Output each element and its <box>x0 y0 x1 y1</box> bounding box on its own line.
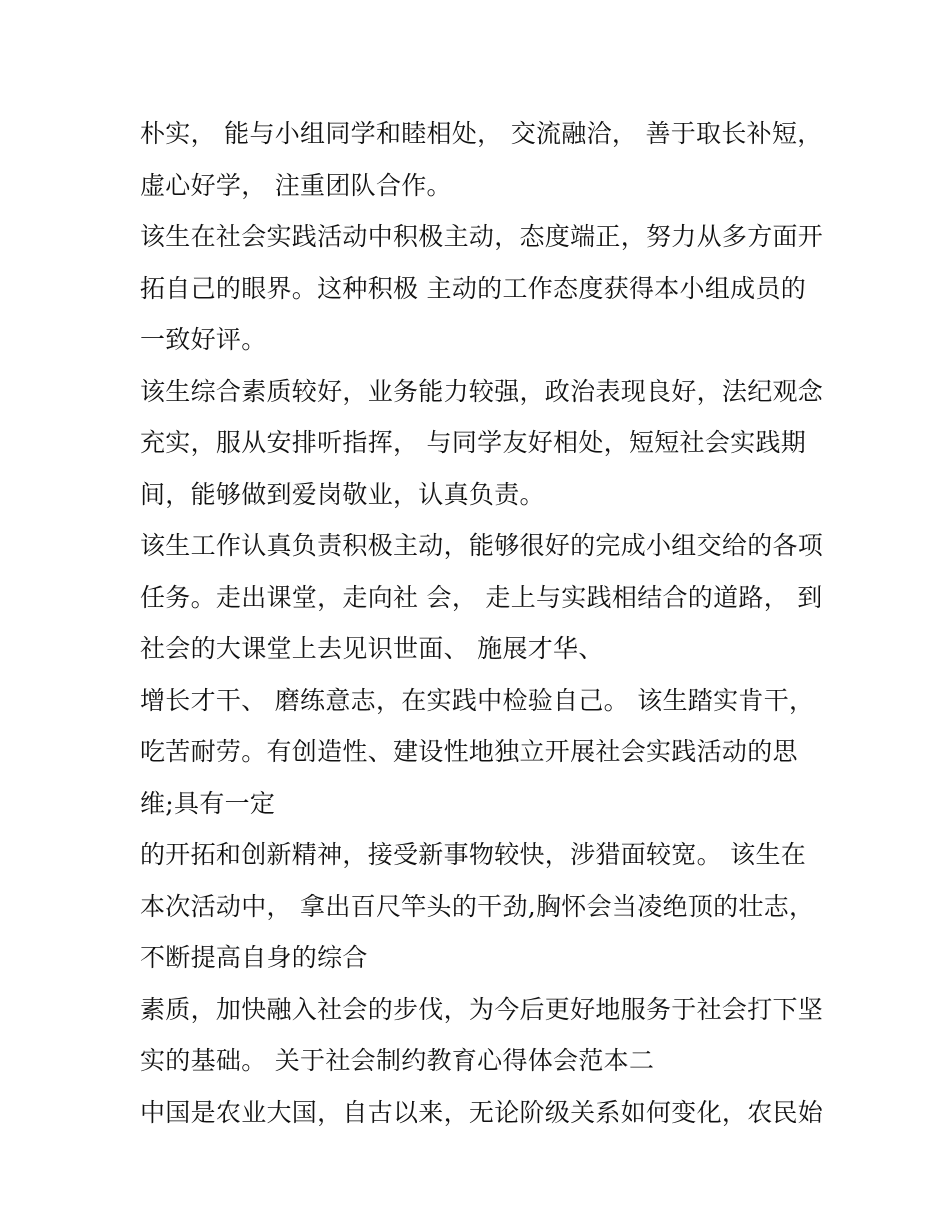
text-line: 中国是农业大国，自古以来，无论阶级关系如何变化，农民始 <box>140 1097 824 1127</box>
text-line: 该生工作认真负责积极主动，能够很好的完成小组交给的各项 <box>140 531 824 560</box>
text-line: 维;具有一定 <box>140 788 276 818</box>
text-line: 素质，加快融入社会的步伐，为今后更好地服务于社会打下坚 <box>140 994 824 1024</box>
text-line: 实的基础。 关于社会制约教育心得体会范本二 <box>140 1046 655 1075</box>
document-body <box>140 108 824 1138</box>
text-line: 朴实， 能与小组同学和睦相处， 交流融洽， 善于取长补短， <box>140 119 823 148</box>
text-line: 该生在社会实践活动中积极主动，态度端正，努力从多方面开 <box>140 222 824 251</box>
text-line: 任务。走出课堂，走向社 会， 走上与实践相结合的道路， 到 <box>140 582 823 612</box>
text-line: 增长才干、 磨练意志，在实践中检验自己。 该生踏实肯干， <box>140 685 815 715</box>
text-line: 社会的大课堂上去见识世面、 施展才华、 <box>140 634 604 663</box>
text-line: 一致好评。 <box>140 325 267 354</box>
text-line: 不断提高自身的综合 <box>140 943 368 972</box>
text-line: 该生综合素质较好，业务能力较强，政治表现良好，法纪观念 <box>140 376 824 406</box>
text-line: 的开拓和创新精神，接受新事物较快，涉猎面较宽。 该生在 <box>140 840 807 869</box>
text-line: 拓自己的眼界。这种积极 主动的工作态度获得本小组成员的 <box>140 273 807 303</box>
text-line: 本次活动中， 拿出百尺竿头的干劲,胸怀会当凌绝顶的壮志， <box>140 891 815 921</box>
text-line: 间，能够做到爱岗敬业，认真负责。 <box>140 479 545 509</box>
text-line: 充实，服从安排听指挥， 与同学友好相处，短短社会实践期 <box>140 428 807 457</box>
text-line: 吃苦耐劳。有创造性、建设性地独立开展社会实践活动的思 <box>140 737 798 766</box>
text-line: 虚心好学， 注重团队合作。 <box>140 170 452 200</box>
